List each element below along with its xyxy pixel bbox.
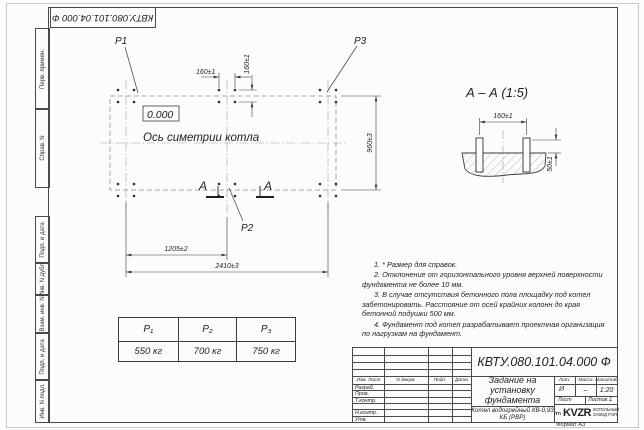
note-item: 3. В случае отсутствия бетонного пола площадку под котел забетонировать. Расстояние от осей крайних колонн до края бетонной подушки 500 мм. [362,290,591,319]
tb-doc-number: КВТУ.080.101.04.000 Ф [477,355,611,369]
tb-sheets-label: Листов [588,397,608,403]
note-item: 2. Отклонение от горизонтального уровня верхней поверхности фундамента не более 10 мм. [362,270,603,289]
p2-label: P2 [241,223,254,234]
note-item: 4. Фундамент под котел разрабатывает проектная организация по нагрузкам на фундамент. [362,319,605,339]
p3-label: P3 [354,36,367,47]
tb-row-prov: Пров. [355,391,369,397]
sidebar-label: Подп. и дата [39,222,46,258]
dim-1205-lines [126,202,227,277]
foundation-block [462,153,546,176]
dim-section-50-text: 50±1 [547,156,554,172]
dim-960-lines [341,96,381,190]
load-table-value: 700 кг [178,341,237,361]
tb-mass-value: – [583,386,588,394]
load-table-value: 550 кг [119,341,178,361]
anchor-bolt-right [523,138,530,172]
spring-icon [554,407,561,419]
tb-row-utv: Утв. [355,416,368,423]
elevation-value: 0.000 [147,109,174,121]
sidebar-label: Взам. инв. N [39,296,46,332]
dim-960-text: 960±3 [367,133,374,153]
sidebar-label: Перв. примен. [39,49,46,89]
tb-row-nkontr: Н.контр. [355,410,378,416]
sidebar-label: Инв. N подл. [39,383,46,419]
tb-col-data: Дата [455,377,468,383]
dim-section-160-text: 160±1 [493,113,513,120]
load-table-value: 750 кг [236,341,295,361]
tb-logo-text: KVZR [563,407,591,419]
top-doc-number: КВТУ.080.101.04.000 Ф [52,12,154,23]
dim-160h-text: 160±1 [196,69,216,76]
tb-lit-header: Лит. [558,377,571,383]
centerlines [100,80,503,213]
section-title: А – А (1:5) [466,85,529,100]
title-block [352,347,618,423]
tb-logo-subtext: КОТЕЛЬНЫЙ ЗАВОД РЭП [593,407,620,417]
tb-lit-value: И [559,386,565,393]
notes-block [362,260,614,340]
tb-scale-header: Масштаб [595,377,618,383]
tb-col-ndokum: N докум. [396,377,416,383]
note-item: 1. * Размер для справок. [374,260,458,269]
tb-title: Задание на установку фундамента [484,375,541,405]
sidebar-label: Инв. N дубл. [39,261,46,297]
sidebar-label: Подп. и дата [39,338,46,375]
p1-label: P1 [115,36,128,47]
tb-col-izm-list: Изм. Лист [356,377,381,383]
dim-160v-text: 160±1 [244,54,251,74]
sidebar-label: Справ. N [39,135,46,161]
tb-product: Котел водогрейный КВ-0,93 КБ (РВР) [471,406,554,421]
format-note: Формат А3 [556,422,586,428]
boiler-axis-label: Ось симетрии котла [143,132,260,144]
section-cut-letter-left: А [199,179,208,193]
anchor-bolt-left [476,138,483,172]
load-table-header: P₂ [178,318,237,341]
tb-sheets-value: 1 [609,396,613,403]
load-table-header: P₁ [143,324,154,335]
section-cut-letter-right: А [264,179,273,193]
tb-scale-value: 1:20 [599,386,614,394]
tb-sheet-label: Лист [558,397,572,403]
tb-row-razrab: Разраб. [355,384,375,391]
tb-col-podp: Подп. [433,377,447,383]
dim-2410-text: 2410±3 [215,263,239,270]
load-table [118,317,296,362]
tb-logo [554,404,620,422]
tb-mass-header: Масса [578,377,593,383]
load-table-header: P₃ [236,318,295,341]
dim-1205-text: 1205±2 [164,246,188,253]
tb-row-tkontr: Т.контр. [355,397,377,404]
